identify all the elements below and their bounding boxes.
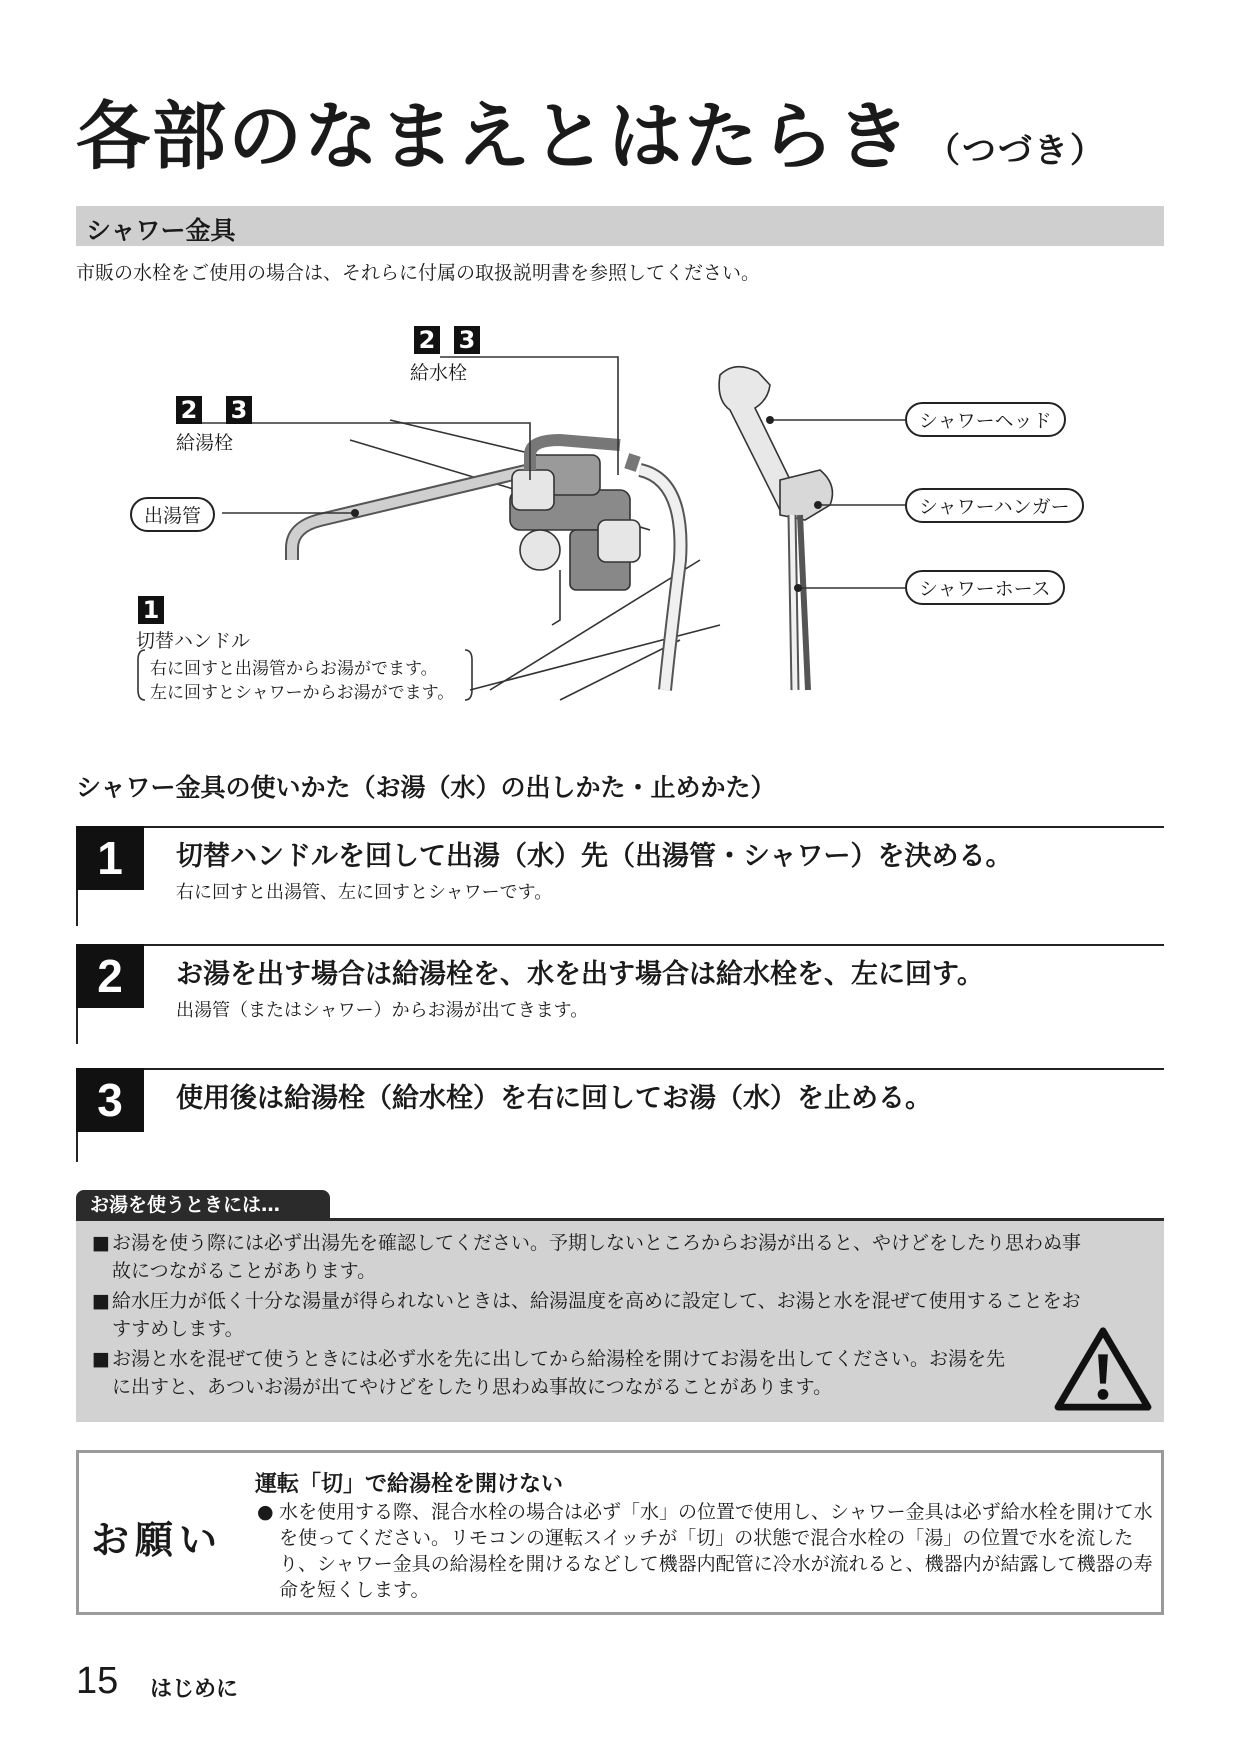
hot-valve-num-a: 2 bbox=[176, 396, 202, 424]
switch-handle-note-1: 右に回すと出湯管からお湯がでます。 bbox=[150, 659, 438, 679]
step-1 bbox=[76, 826, 1164, 926]
supply-valve-num-a: 2 bbox=[414, 326, 440, 354]
page-title: 各部のなまえとはたらき （つづき） bbox=[76, 94, 1106, 180]
step-rule bbox=[76, 1068, 1164, 1070]
hot-valve-label: 給湯栓 bbox=[176, 432, 234, 454]
caution-item: ■ お湯を使う際には必ず出湯先を確認してください。予期しないところからお湯が出ると、やけどをしたり思わぬ事故につながることがあります。 bbox=[92, 1229, 1092, 1285]
section-title: シャワー金具 bbox=[86, 216, 236, 245]
howto-title: シャワー金具の使いかた（お湯（水）の出しかた・止めかた） bbox=[76, 773, 776, 802]
intro-text: 市販の水栓をご使用の場合は、それらに付属の取扱説明書を参照してください。 bbox=[76, 262, 761, 284]
shower-hose-label: シャワーホース bbox=[905, 570, 1065, 605]
square-bullet-icon: ■ bbox=[92, 1290, 110, 1312]
supply-valve-label: 給水栓 bbox=[410, 362, 468, 384]
supply-valve-num-b: 3 bbox=[454, 326, 480, 354]
caution-item: ■ 給水圧力が低く十分な湯量が得られないときは、給湯温度を高めに設定して、お湯と水を混ぜて使用することをおすすめします。 bbox=[92, 1287, 1092, 1343]
caution-tab: お湯を使うときには… bbox=[76, 1190, 330, 1220]
hot-valve-num-b: 3 bbox=[226, 396, 252, 424]
step-heading: 使用後は給湯栓（給水栓）を右に回してお湯（水）を止める。 bbox=[176, 1083, 932, 1114]
step-rule bbox=[76, 826, 1164, 828]
step-heading: 切替ハンドルを回して出湯（水）先（出湯管・シャワー）を決める。 bbox=[176, 841, 1013, 872]
request-label: お願い bbox=[91, 1518, 224, 1562]
step-description: 出湯管（またはシャワー）からお湯が出てきます。 bbox=[176, 1000, 589, 1021]
shower-fixture-diagram bbox=[0, 0, 1240, 740]
step-description: 右に回すと出湯管、左に回すとシャワーです。 bbox=[176, 882, 553, 903]
step-number: 3 bbox=[76, 1068, 144, 1132]
circle-bullet-icon: ● bbox=[257, 1501, 274, 1523]
shower-hanger-label: シャワーハンガー bbox=[905, 488, 1084, 523]
page-number: 15 bbox=[76, 1660, 119, 1702]
caution-box bbox=[76, 1218, 1164, 1422]
request-title: 運転「切」で給湯栓を開けない bbox=[255, 1472, 564, 1497]
step-heading: お湯を出す場合は給湯栓を、水を出す場合は給水栓を、左に回す。 bbox=[176, 959, 984, 990]
step-3 bbox=[76, 1068, 1164, 1162]
step-rule bbox=[76, 944, 1164, 946]
shower-head-label: シャワーヘッド bbox=[905, 402, 1066, 437]
warning-triangle-icon bbox=[1054, 1325, 1152, 1413]
step-number: 2 bbox=[76, 944, 144, 1008]
switch-handle-note-2: 左に回すとシャワーからお湯がでます。 bbox=[150, 683, 455, 703]
request-box bbox=[76, 1450, 1164, 1615]
switch-handle-num: 1 bbox=[138, 596, 164, 624]
step-number: 1 bbox=[76, 826, 144, 890]
request-body: ● 水を使用する際、混合水栓の場合は必ず「水」の位置で使用し、シャワー金具は必ず給水栓を開けて水を使ってください。リモコンの運転スイッチが「切」の状態で混合水栓の「湯」の位置で水を流したり、シャワー金具の給湯栓を開けるなどして機器内配管に冷水が流れると、機器内が結露して機器の寿命を短くします。 bbox=[257, 1501, 1153, 1601]
page-title-sub: （つづき） bbox=[926, 131, 1106, 171]
square-bullet-icon: ■ bbox=[92, 1232, 110, 1254]
step-2 bbox=[76, 944, 1164, 1044]
square-bullet-icon: ■ bbox=[92, 1348, 110, 1370]
caution-item: ■ お湯と水を混ぜて使うときには必ず水を先に出してから給湯栓を開けてお湯を出してください。お湯を先に出すと、あついお湯が出てやけどをしたり思わぬ事故につながることがあります。 bbox=[92, 1345, 1012, 1401]
switch-handle-label: 切替ハンドル bbox=[136, 630, 251, 652]
footer-section: はじめに bbox=[150, 1677, 239, 1702]
spout-label: 出湯管 bbox=[130, 497, 215, 532]
